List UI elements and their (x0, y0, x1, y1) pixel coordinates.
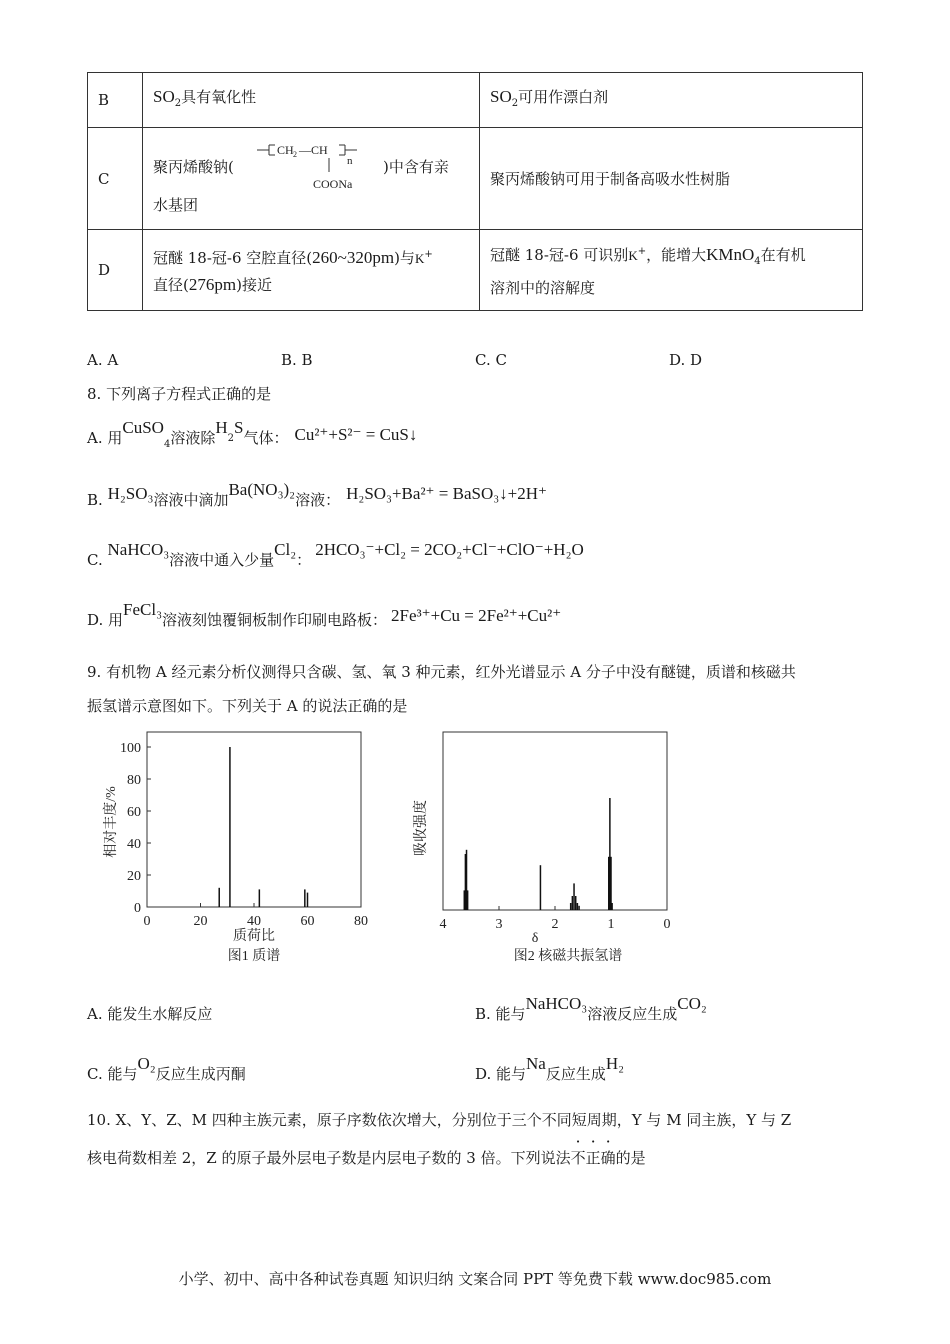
formula: FeCl₃ (123, 600, 163, 619)
y-tick-label: 40 (127, 837, 141, 852)
mass-spectrum-chart (95, 726, 385, 966)
question-8-option-d[interactable] (87, 600, 562, 632)
row-key: B (88, 73, 143, 128)
formula: Na (526, 1054, 546, 1073)
formula: K (628, 248, 638, 263)
question-10-stem-line2 (87, 1146, 646, 1170)
option-text: 溶液除 (170, 429, 216, 447)
y-axis-label: 吸收强度 (414, 800, 429, 856)
formula-sub: 4 (754, 256, 761, 267)
option-text: 溶液： (295, 491, 341, 509)
row-statement (143, 128, 480, 230)
question-8-option-b[interactable] (87, 480, 547, 512)
x-axis-label: 质荷比 (233, 929, 275, 944)
q7-table (87, 72, 863, 311)
row-statement (143, 73, 480, 128)
x-axis-label: δ (531, 931, 539, 946)
x-tick-label: 2 (551, 917, 559, 932)
question-8-option-c[interactable] (87, 540, 584, 572)
formula: NaHCO₃ (107, 540, 170, 559)
figure-caption: 图1 质谱 (227, 949, 281, 964)
emphasis-char: 确 (600, 1149, 616, 1167)
row-conclusion (480, 230, 863, 311)
row-key: D (88, 230, 143, 311)
value: 260~320pm (312, 248, 395, 267)
option-text: 气体： (243, 429, 289, 447)
option-label: A. 用 (87, 429, 123, 447)
polymer-ch: —CH (299, 142, 328, 157)
statement-text: 具有氧化性 (181, 87, 257, 106)
option-text: C. 能与 (87, 1065, 138, 1083)
x-tick-label: 0 (663, 917, 671, 932)
row-key: C (88, 128, 143, 230)
question-9-option-b[interactable] (475, 994, 707, 1026)
option-text: ： (296, 551, 312, 569)
option-text: 溶液刻蚀覆铜板制作印刷电路板： (162, 611, 388, 629)
formula: Cl₂ (274, 540, 297, 559)
formula: SO (153, 86, 175, 106)
option-b[interactable]: B. B (281, 351, 313, 369)
option-text: 反应生成丙酮 (155, 1065, 246, 1083)
table-row (88, 128, 863, 230)
statement-text: 水基团 (153, 195, 199, 214)
y-tick-label: 100 (120, 741, 141, 756)
row-statement (143, 230, 480, 311)
option-text: 溶液中通入少量 (169, 551, 275, 569)
polymer-ch2: CH (277, 142, 294, 157)
y-axis-label: 相对丰度/% (104, 786, 119, 858)
row-conclusion: 聚丙烯酸钠可用于制备高吸水性树脂 (480, 128, 863, 230)
polymer-n: n (347, 154, 353, 167)
option-label: D. 用 (87, 611, 124, 629)
nmr-peaks (464, 798, 612, 910)
x-tick-label: 20 (193, 914, 208, 929)
statement-text: )与 (394, 249, 415, 267)
y-tick-label: 80 (127, 773, 141, 788)
formula: H₂SO₃ (107, 484, 154, 503)
value: 276pm (188, 275, 237, 294)
option-c[interactable]: C. C (475, 351, 507, 369)
question-9-option-d[interactable] (475, 1054, 625, 1086)
formula-sub: 2 (227, 433, 234, 444)
table-row (88, 230, 863, 311)
statement-text: )接近 (236, 276, 272, 294)
question-9-option-a[interactable]: A. 能发生水解反应 (87, 1005, 213, 1023)
x-tick-label: 4 (439, 917, 447, 932)
option-text: D. 能与 (475, 1065, 527, 1083)
polymer-sub: 2 (293, 149, 297, 159)
question-9-option-c[interactable] (87, 1054, 246, 1086)
x-tick-label: 3 (495, 917, 503, 932)
question-9-stem-line1: 9. 有机物 A 经元素分析仪测得只含碳、氢、氧 3 种元素，红外光谱显示 A 分子中没有醚键，质谱和核磁共 (87, 663, 796, 681)
x-tick-label: 0 (143, 914, 151, 929)
y-tick-label: 0 (134, 901, 141, 916)
formula-sub: 2 (511, 97, 519, 109)
x-tick-label: 60 (300, 914, 315, 929)
row-conclusion (480, 73, 863, 128)
option-label: B. (87, 491, 103, 509)
y-axis-ticks (120, 741, 151, 916)
formula: CO₂ (677, 994, 707, 1013)
polymer-structure (249, 138, 389, 194)
formula: H (215, 418, 228, 437)
formula: CuSO (122, 418, 164, 437)
x-tick-label: 80 (354, 914, 368, 929)
formula: S (234, 418, 244, 437)
question-9-stem-line2: 振氢谱示意图如下。下列关于 A 的说法正确的是 (87, 697, 408, 715)
conclusion-text: 在有机 (760, 246, 806, 264)
statement-text: )中含有亲 (383, 157, 449, 176)
formula: NaHCO₃ (525, 994, 588, 1013)
formula: SO (490, 86, 512, 106)
option-text: 反应生成 (545, 1065, 606, 1083)
statement-text: 直径( (153, 276, 189, 294)
equation: H₂SO₃+Ba²⁺ = BaSO₃↓+2H⁺ (346, 484, 547, 503)
formula-sub: 4 (163, 439, 171, 450)
emphasis-char: 不 (570, 1149, 586, 1167)
nmr-spectrum-chart (395, 726, 685, 966)
mass-peaks (219, 747, 307, 907)
question-8-stem: 8. 下列离子方程式正确的是 (87, 385, 272, 403)
formula: K (414, 251, 425, 266)
option-d[interactable]: D. D (669, 351, 703, 369)
x-tick-label: 1 (607, 917, 615, 932)
formula: KMnO (706, 245, 755, 264)
statement-text: 聚丙烯酸钠( (153, 157, 234, 176)
stem-text: 核电荷数相差 2，Z 的原子最外层电子数是内层电子数的 3 倍。下列说法 (87, 1149, 571, 1167)
conclusion-text: 溶剂中的溶解度 (490, 279, 596, 297)
stem-text: 的是 (615, 1149, 646, 1167)
polymer-coona: COONa (313, 176, 353, 191)
formula-sup: + (637, 246, 647, 257)
conclusion-text: 可用作漂白剂 (518, 87, 609, 106)
statement-text: 冠醚 18-冠-6 空腔直径( (153, 249, 313, 267)
plot-frame (443, 732, 667, 910)
formula-sub: 2 (174, 97, 182, 109)
x-tick-label: 40 (247, 914, 261, 929)
formula: H₂ (605, 1054, 625, 1073)
question-8-option-a[interactable] (87, 418, 418, 457)
option-label: C. (87, 551, 103, 569)
equation: 2HCO₃⁻+Cl₂ = 2CO₂+Cl⁻+ClO⁻+H₂O (315, 540, 584, 559)
formula-sup: + (424, 249, 433, 260)
y-tick-label: 60 (127, 805, 141, 820)
table-row (88, 73, 863, 128)
y-tick-label: 20 (127, 869, 141, 884)
conclusion-text: ，能增大 (646, 246, 707, 264)
page-footer: 小学、初中、高中各种试卷真题 知识归纳 文案合同 PPT 等免费下载 www.doc985.com (178, 1270, 772, 1288)
equation: Cu²⁺+S²⁻ = CuS↓ (294, 425, 418, 444)
equation: 2Fe³⁺+Cu = 2Fe²⁺+Cu²⁺ (391, 606, 562, 625)
plot-frame (147, 732, 361, 907)
option-text: 溶液中滴加 (153, 491, 229, 509)
figure-caption: 图2 核磁共振氢谱 (513, 949, 623, 964)
option-text: B. 能与 (475, 1005, 526, 1023)
emphasis-char: 正 (585, 1149, 601, 1167)
option-a[interactable]: A. A (87, 351, 119, 369)
conclusion-text: 冠醚 18-冠-6 可识别 (490, 246, 629, 264)
formula: Ba(NO₃)₂ (228, 480, 296, 499)
formula: O₂ (137, 1054, 156, 1073)
question-10-stem-line1: 10. X、Y、Z、M 四种主族元素，原子序数依次增大，分别位于三个不同短周期，Y 与 M 同主族，Y 与 Z (87, 1111, 792, 1129)
option-text: 溶液反应生成 (587, 1005, 678, 1023)
